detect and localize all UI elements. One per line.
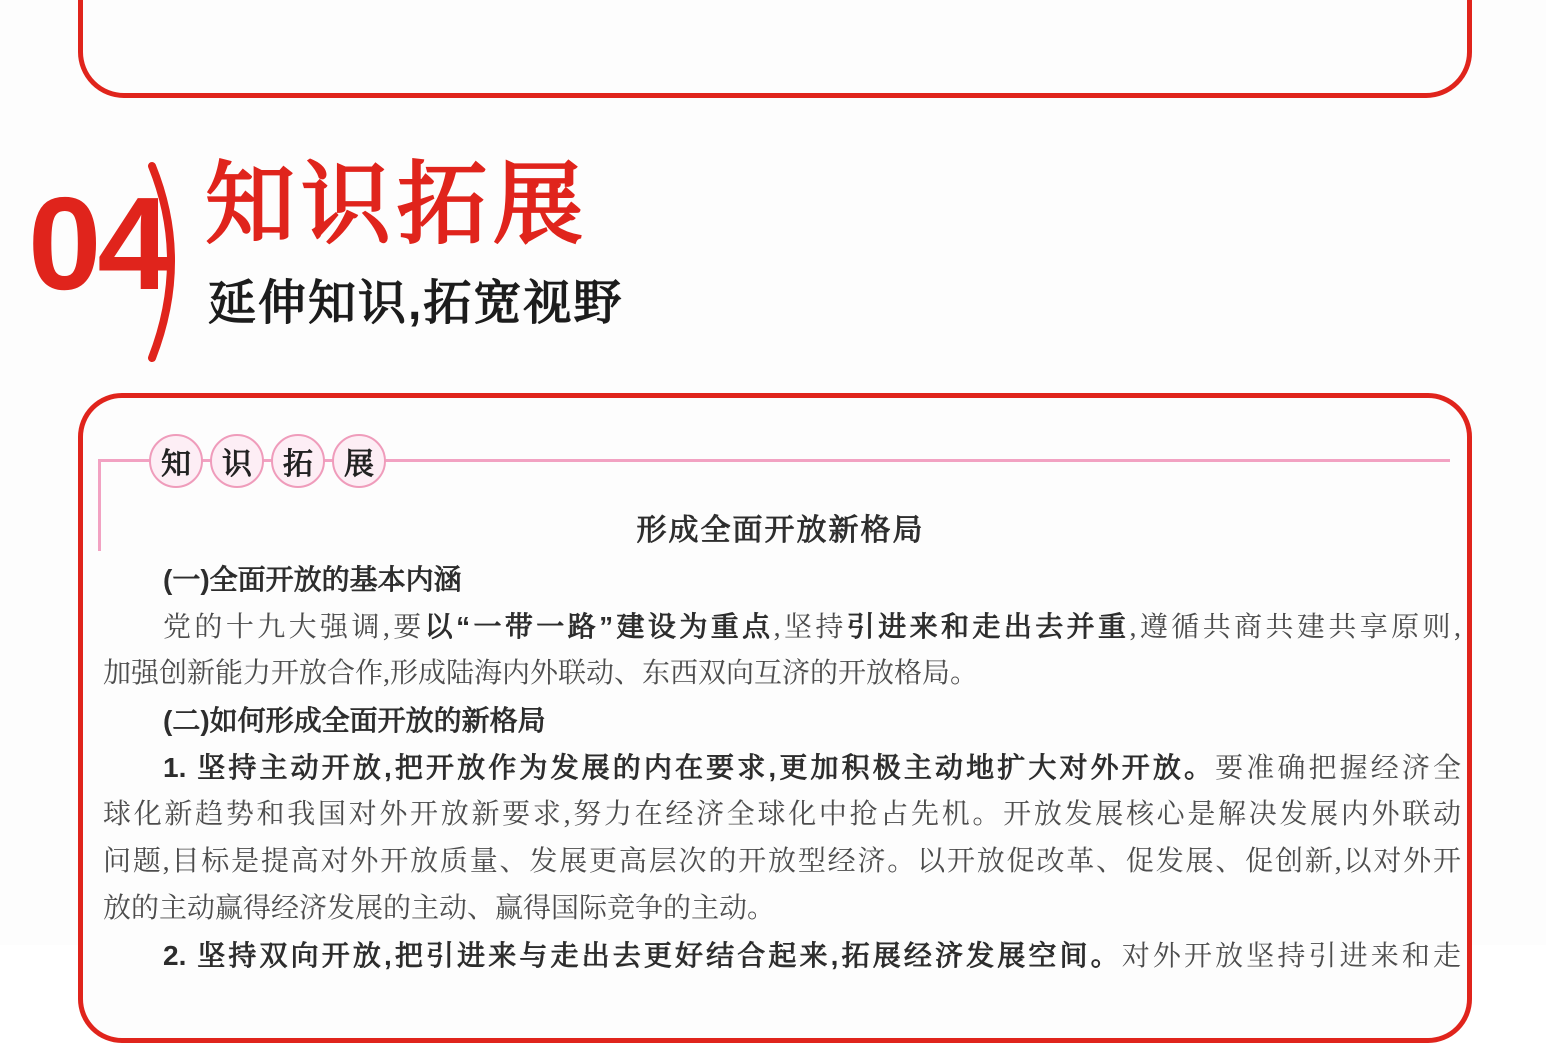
text-segment: 引进来和走出去并重 [846,611,1130,642]
pink-vertical-rule [98,459,101,551]
body-line [103,932,1461,979]
box-body [103,556,1461,979]
section-number: 04 [28,170,167,317]
text-segment: 球化新趋势和我国对外开放新要求,努力在经济全球化中抢占先机。开放发展核心是解决发展内外联动 [103,799,1461,830]
badge-circle: 知 [149,434,203,488]
body-line [103,838,1461,885]
text-segment: 加强创新能力开放合作,形成陆海内外联动、东西双向互济的开放格局。 [103,658,979,689]
body-line [103,885,1461,932]
text-segment: ,遵循共商共建共享原则, [1129,612,1461,643]
text-segment: ,坚持 [773,612,847,643]
box-title: 形成全面开放新格局 [636,514,925,547]
section-title: 知识拓展 [205,155,589,255]
badge-circle: 展 [332,434,386,488]
section-arc-decoration [146,162,186,362]
badge-circle: 识 [210,434,264,488]
text-segment: 放的主动赢得经济发展的主动、赢得国际竞争的主动。 [103,893,776,924]
top-excerpt-box [78,0,1472,98]
body-line [103,650,1461,697]
body-line [103,603,1461,650]
text-segment: 1. 坚持主动开放,把开放作为发展的内在要求,更加积极主动地扩大对外开放。 [163,752,1216,783]
text-segment: (一)全面开放的基本内涵 [163,564,462,595]
text-segment: 党的十九大强调,要 [163,612,425,643]
section-subtitle: 延伸知识,拓宽视野 [208,277,624,330]
body-line [103,697,1461,744]
badge-circle: 拓 [271,434,325,488]
body-line [103,744,1461,791]
body-line [103,556,1461,603]
body-line [103,791,1461,838]
text-segment: 对外开放坚持引进来和走 [1121,941,1461,972]
text-segment: 以“一带一路”建设为重点 [424,611,774,642]
text-segment: 要准确把握经济全 [1215,753,1461,784]
knowledge-box [78,393,1472,1043]
text-segment: (二)如何形成全面开放的新格局 [163,705,546,736]
text-segment: 2. 坚持双向开放,把引进来与走出去更好结合起来,拓展经济发展空间。 [163,940,1122,971]
text-segment: 问题,目标是提高对外开放质量、发展更高层次的开放型经济。以开放促改革、促发展、促创新,以对外开 [103,846,1461,877]
knowledge-badge-row [149,434,386,488]
